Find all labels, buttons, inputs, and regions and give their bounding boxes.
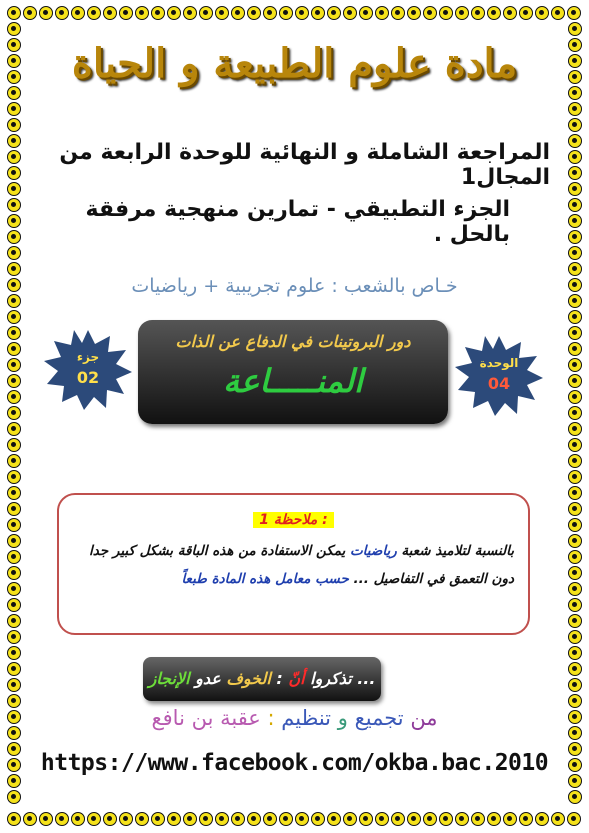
border-dot-icon [439, 812, 453, 826]
border-dot-icon [471, 812, 485, 826]
border-dot-icon [183, 812, 197, 826]
border-dot-icon [568, 662, 582, 676]
border-dot-icon [568, 310, 582, 324]
border-dot-icon [7, 198, 21, 212]
border-dot-icon [151, 6, 165, 20]
border-right [567, 21, 583, 805]
border-dot-icon [7, 678, 21, 692]
credit-word-5: : [267, 706, 275, 730]
border-dot-icon [568, 614, 582, 628]
border-dot-icon [568, 438, 582, 452]
border-dot-icon [215, 812, 229, 826]
border-dot-icon [7, 326, 21, 340]
border-dot-icon [247, 6, 261, 20]
border-dot-icon [471, 6, 485, 20]
unit-number: 04 [487, 374, 511, 393]
border-dot-icon [135, 6, 149, 20]
border-dot-icon [7, 550, 21, 564]
lesson-subtitle: دور البروتينات في الدفاع عن الذات [175, 332, 411, 351]
border-dot-icon [231, 812, 245, 826]
border-dot-icon [7, 454, 21, 468]
part-label: جزء [76, 350, 100, 364]
note-text-part1: بالنسبة لتلاميذ شعبة [396, 543, 514, 559]
note-highlight-math: رياضيات [349, 543, 397, 559]
border-dot-icon [551, 812, 565, 826]
border-dot-icon [359, 6, 373, 20]
unit-badge [455, 336, 543, 416]
border-dot-icon [503, 6, 517, 20]
lesson-title: المنـــــاعة [223, 362, 363, 400]
unit-label: الوحدة [479, 356, 519, 370]
border-dot-icon [7, 598, 21, 612]
border-dot-icon [568, 134, 582, 148]
border-dot-icon [7, 118, 21, 132]
motto-part4: الخوف [226, 669, 271, 688]
border-dot-icon [568, 150, 582, 164]
border-dot-icon [7, 6, 21, 20]
border-dot-icon [568, 118, 582, 132]
border-dot-icon [343, 812, 357, 826]
border-dot-icon [391, 812, 405, 826]
border-dot-icon [568, 326, 582, 340]
border-dot-icon [568, 262, 582, 276]
border-dot-icon [247, 812, 261, 826]
border-dot-icon [295, 812, 309, 826]
credit-word-3: و [337, 706, 348, 730]
border-dot-icon [568, 486, 582, 500]
border-dot-icon [55, 6, 69, 20]
border-dot-icon [167, 6, 181, 20]
subtitle-line-1: المراجعة الشاملة و النهائية للوحدة الرابعة من المجال1 [59, 140, 550, 190]
border-bottom [6, 811, 582, 827]
border-dot-icon [568, 374, 582, 388]
border-dot-icon [7, 22, 21, 36]
credit-word-4: تنظيم [281, 706, 332, 730]
border-dot-icon [215, 6, 229, 20]
border-dot-icon [7, 86, 21, 100]
part-number: 02 [76, 368, 100, 387]
border-dot-icon [568, 518, 582, 532]
border-dot-icon [311, 812, 325, 826]
border-dot-icon [167, 812, 181, 826]
border-dot-icon [359, 812, 373, 826]
border-dot-icon [568, 390, 582, 404]
credit-word-2: تجميع [354, 706, 404, 730]
note-label-wrap [59, 509, 528, 528]
border-dot-icon [7, 182, 21, 196]
border-dot-icon [568, 182, 582, 196]
border-top [6, 5, 582, 21]
credit-author: عقبة بن نافع [151, 706, 261, 730]
border-dot-icon [7, 790, 21, 804]
page-title: مادة علوم الطبيعة و الحياة [71, 40, 518, 87]
border-dot-icon [568, 422, 582, 436]
facebook-url[interactable]: https://www.facebook.com/okba.bac.2010 [40, 750, 549, 776]
motto-part3: : [270, 669, 289, 688]
border-dot-icon [7, 422, 21, 436]
border-dot-icon [7, 374, 21, 388]
border-dot-icon [375, 812, 389, 826]
border-dot-icon [7, 262, 21, 276]
border-dot-icon [455, 6, 469, 20]
border-dot-icon [568, 566, 582, 580]
border-dot-icon [407, 6, 421, 20]
border-dot-icon [7, 566, 21, 580]
border-dot-icon [568, 646, 582, 660]
subtitle-line-2: الجزء التطبيقي - تمارين منهجية مرفقة بالحل . [85, 197, 510, 247]
border-dot-icon [7, 102, 21, 116]
border-dot-icon [568, 598, 582, 612]
border-dot-icon [7, 470, 21, 484]
border-dot-icon [263, 812, 277, 826]
motto-part6: الإنجاز [148, 669, 190, 688]
credit-line [0, 706, 589, 730]
border-dot-icon [39, 6, 53, 20]
border-dot-icon [7, 134, 21, 148]
border-dot-icon [183, 6, 197, 20]
border-dot-icon [487, 6, 501, 20]
border-left [6, 21, 22, 805]
border-dot-icon [423, 812, 437, 826]
motto-part5: عدو [189, 669, 227, 688]
border-dot-icon [7, 246, 21, 260]
part-badge [44, 330, 132, 410]
border-dot-icon [568, 630, 582, 644]
border-dot-icon [7, 812, 21, 826]
border-dot-icon [487, 812, 501, 826]
border-dot-icon [7, 438, 21, 452]
border-dot-icon [279, 6, 293, 20]
border-dot-icon [568, 774, 582, 788]
border-dot-icon [568, 534, 582, 548]
border-dot-icon [199, 812, 213, 826]
border-dot-icon [7, 390, 21, 404]
border-dot-icon [519, 812, 533, 826]
border-dot-icon [535, 812, 549, 826]
border-dot-icon [135, 812, 149, 826]
border-dot-icon [7, 630, 21, 644]
border-dot-icon [327, 812, 341, 826]
border-dot-icon [568, 790, 582, 804]
border-dot-icon [343, 6, 357, 20]
border-dot-icon [7, 166, 21, 180]
border-dot-icon [103, 812, 117, 826]
border-dot-icon [7, 406, 21, 420]
border-dot-icon [568, 358, 582, 372]
border-dot-icon [7, 358, 21, 372]
lesson-box [138, 320, 448, 424]
border-dot-icon [519, 6, 533, 20]
border-dot-icon [551, 6, 565, 20]
note-text-part2: يمكن الاستفادة من هذه الباقة بشكل كبير جدا دون التعمق في التفاصيل ... [88, 543, 514, 587]
border-dot-icon [327, 6, 341, 20]
border-dot-icon [568, 550, 582, 564]
border-dot-icon [263, 6, 277, 20]
border-dot-icon [151, 812, 165, 826]
border-dot-icon [7, 646, 21, 660]
border-dot-icon [7, 582, 21, 596]
note-label: ملاحظة 1 : [253, 512, 334, 528]
border-dot-icon [568, 214, 582, 228]
border-dot-icon [7, 342, 21, 356]
border-dot-icon [279, 812, 293, 826]
border-dot-icon [568, 166, 582, 180]
border-dot-icon [567, 812, 581, 826]
border-dot-icon [119, 6, 133, 20]
border-dot-icon [568, 230, 582, 244]
border-dot-icon [87, 6, 101, 20]
border-dot-icon [568, 582, 582, 596]
border-dot-icon [439, 6, 453, 20]
border-dot-icon [568, 102, 582, 116]
border-dot-icon [71, 812, 85, 826]
border-dot-icon [71, 6, 85, 20]
border-dot-icon [7, 214, 21, 228]
border-dot-icon [7, 230, 21, 244]
border-dot-icon [567, 6, 581, 20]
border-dot-icon [23, 812, 37, 826]
border-dot-icon [311, 6, 325, 20]
border-dot-icon [199, 6, 213, 20]
border-dot-icon [568, 406, 582, 420]
border-dot-icon [7, 518, 21, 532]
border-dot-icon [568, 342, 582, 356]
border-dot-icon [231, 6, 245, 20]
border-dot-icon [103, 6, 117, 20]
border-dot-icon [7, 534, 21, 548]
credit-word-1: من [410, 706, 438, 730]
border-dot-icon [455, 812, 469, 826]
border-dot-icon [568, 198, 582, 212]
border-dot-icon [568, 502, 582, 516]
border-dot-icon [7, 774, 21, 788]
note-text [73, 537, 514, 593]
border-dot-icon [503, 812, 517, 826]
border-dot-icon [568, 22, 582, 36]
motto-box [143, 657, 381, 701]
border-dot-icon [7, 150, 21, 164]
border-dot-icon [119, 812, 133, 826]
border-dot-icon [423, 6, 437, 20]
border-dot-icon [407, 812, 421, 826]
motto-part2: أنّ [288, 669, 305, 688]
border-dot-icon [7, 614, 21, 628]
note-highlight-coefficient: حسب معامل هذه المادة طبعاً [181, 571, 349, 587]
border-dot-icon [391, 6, 405, 20]
border-dot-icon [55, 812, 69, 826]
border-dot-icon [23, 6, 37, 20]
border-dot-icon [535, 6, 549, 20]
border-dot-icon [295, 6, 309, 20]
border-dot-icon [568, 454, 582, 468]
motto-part1: ... تذكروا [304, 669, 376, 688]
border-dot-icon [568, 246, 582, 260]
border-dot-icon [87, 812, 101, 826]
note-box [57, 493, 530, 635]
border-dot-icon [568, 470, 582, 484]
border-dot-icon [568, 86, 582, 100]
border-dot-icon [39, 812, 53, 826]
border-dot-icon [7, 310, 21, 324]
border-dot-icon [375, 6, 389, 20]
border-dot-icon [7, 662, 21, 676]
border-dot-icon [7, 486, 21, 500]
border-dot-icon [7, 502, 21, 516]
audience-text: خـاص بالشعب : علوم تجريبية + رياضيات [131, 275, 458, 297]
border-dot-icon [568, 678, 582, 692]
